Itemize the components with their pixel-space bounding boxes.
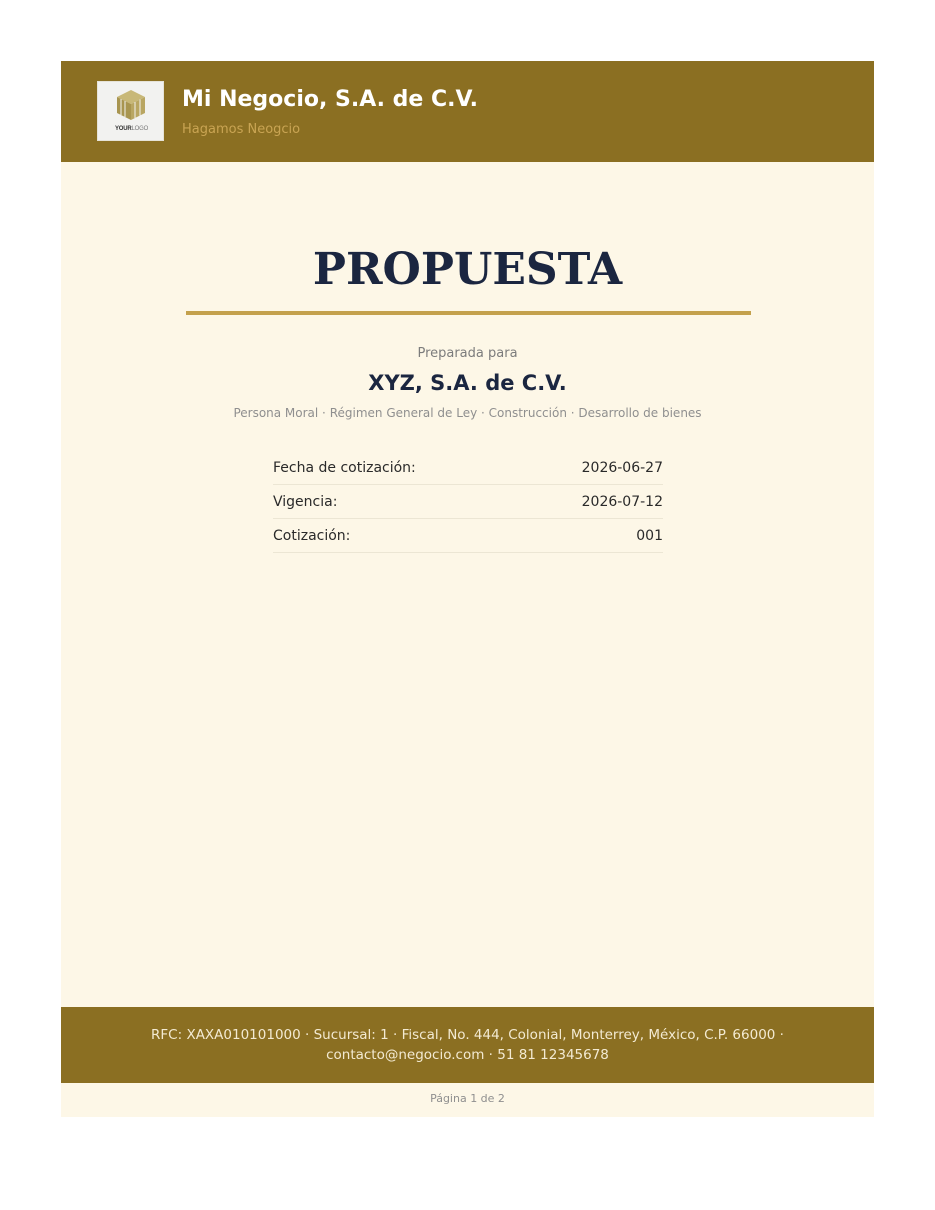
client-name: XYZ, S.A. de C.V. (368, 371, 567, 395)
quote-details-table (273, 451, 663, 553)
page-header (61, 61, 874, 162)
client-details: Persona Moral · Régimen General de Ley · Construcción · Desarrollo de bienes (233, 406, 702, 420)
detail-value: 2026-06-27 (581, 459, 663, 476)
detail-label: Vigencia: (273, 493, 338, 510)
detail-value: 001 (636, 527, 663, 544)
document-page (61, 61, 874, 1117)
company-contact-info: RFC: XAXA010101000 · Sucursal: 1 · Fiscal, No. 444, Colonial, Monterrey, México, C.P. 66000 · contacto@negocio.com · 51 81 12345678 (151, 1027, 784, 1063)
company-logo (97, 81, 164, 141)
detail-row-date (273, 451, 663, 485)
logo-cube-icon (115, 88, 147, 122)
detail-label: Fecha de cotización: (273, 459, 416, 476)
detail-row-quote-number (273, 519, 663, 553)
detail-label: Cotización: (273, 527, 351, 544)
company-tagline: Hagamos Neogcio (182, 122, 301, 137)
document-title: PROPUESTA (312, 244, 623, 295)
detail-value: 2026-07-12 (581, 493, 663, 510)
prepared-for-label: Preparada para (417, 346, 518, 361)
page-number: Página 1 de 2 (430, 1092, 505, 1105)
logo-wordmark: YOURLOGO (114, 126, 149, 132)
page-footer (61, 1007, 874, 1083)
detail-row-validity (273, 485, 663, 519)
company-name: Mi Negocio, S.A. de C.V. (182, 87, 479, 112)
title-divider (186, 311, 751, 315)
